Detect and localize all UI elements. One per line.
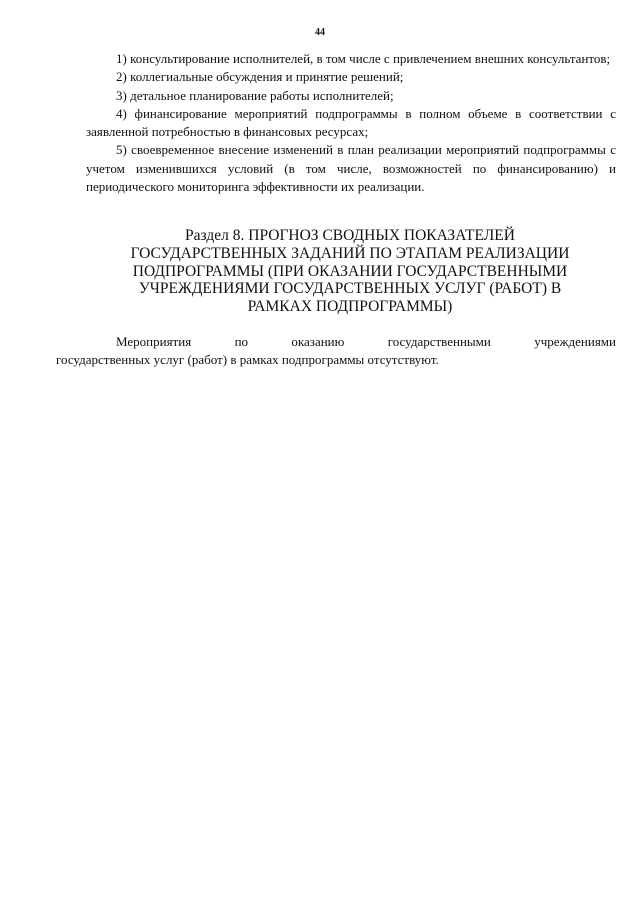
- section-heading-line: ГОСУДАРСТВЕННЫХ ЗАДАНИЙ ПО ЭТАПАМ РЕАЛИЗАЦИИ: [130, 244, 570, 262]
- section-heading-line: УЧРЕЖДЕНИЯМИ ГОСУДАРСТВЕННЫХ УСЛУГ (РАБОТ) В: [138, 280, 562, 298]
- list-item: 3) детальное планирование работы исполнителей;: [116, 87, 394, 103]
- section-heading-line: ПОДПРОГРАММЫ (ПРИ ОКАЗАНИИ ГОСУДАРСТВЕННЫМИ: [132, 262, 568, 280]
- list-item: 1) консультирование исполнителей, в том числе с привлечением внешних консультантов;: [116, 51, 611, 66]
- measures-list: [86, 50, 616, 196]
- list-item: 4) финансирование мероприятий подпрограммы в полном объеме в соответствии с заявленной потребностью в финансовых ресурсах;: [86, 105, 616, 140]
- list-item: 5) своевременное внесение изменений в план реализации мероприятий подпрограммы с учетом изменившихся условий (в том числе, возможностей по финансированию) и периодического мониторинга эффективности их реализации.: [86, 142, 616, 195]
- section-paragraph: [56, 333, 616, 370]
- page-number: 44: [315, 27, 325, 38]
- paragraph-line: государственных услуг (работ) в рамках подпрограммы отсутствуют.: [56, 352, 439, 368]
- section-heading: [100, 227, 600, 316]
- section-body: [56, 333, 616, 370]
- section-heading-line: Раздел 8. ПРОГНОЗ СВОДНЫХ ПОКАЗАТЕЛЕЙ: [185, 227, 515, 244]
- list-item: 2) коллегиальные обсуждения и принятие решений;: [116, 69, 404, 85]
- paragraph-line: Мероприятия по оказанию государственными учреждениями: [116, 334, 616, 349]
- section-heading-line: РАМКАХ ПОДПРОГРАММЫ): [247, 298, 453, 316]
